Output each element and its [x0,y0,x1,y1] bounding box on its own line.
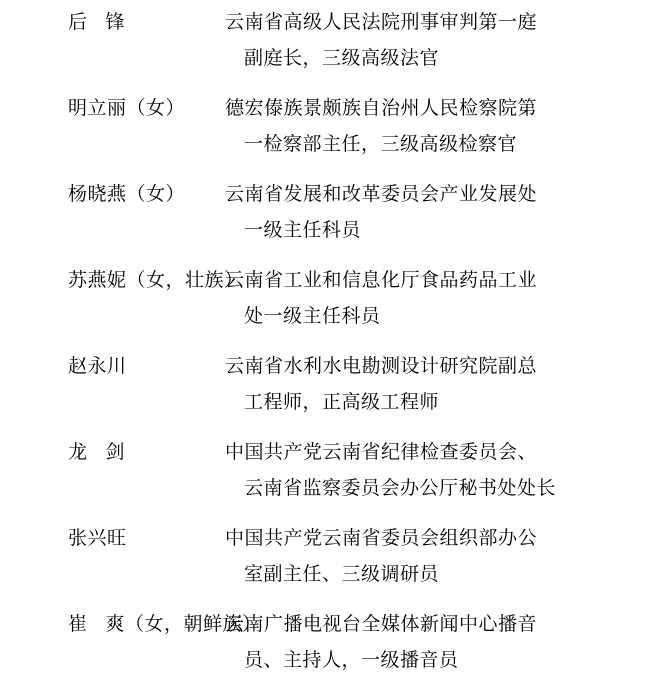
list-item [10,348,660,420]
person-name-suffix: 锋 [105,11,126,33]
list-item [10,606,660,678]
person-title-line: 工程师，正高级工程师 [244,391,440,413]
person-title [225,606,660,678]
person-title [225,4,660,76]
person-title-line: 副庭长，三级高级法官 [244,47,440,69]
person-title [225,262,660,334]
person-title-line: 室副主任、三级调研员 [244,563,440,585]
person-title-line: 云南省水利水电勘测设计研究院副总 [225,355,538,377]
person-name-prefix: 崔 [68,613,88,635]
person-name-prefix: 张兴旺 [68,527,127,549]
person-title-line: 处一级主任科员 [244,305,381,327]
person-name-prefix: 龙 [68,441,88,463]
person-title-line: 德宏傣族景颇族自治州人民检察院第 [225,97,538,119]
person-title-line: 云南省高级人民法院刑事审判第一庭 [225,11,538,33]
person-name [10,90,225,126]
person-name [10,176,225,212]
person-title-line: 中国共产党云南省委员会组织部办公 [225,527,538,549]
person-name-prefix: 苏燕妮（女，壮族） [68,269,244,291]
person-title [225,520,660,592]
list-item [10,520,660,592]
person-title [225,176,660,248]
person-title-line: 云南广播电视台全媒体新闻中心播音 [225,613,538,635]
person-name [10,4,225,40]
person-name-prefix: 明立丽（女） [68,97,186,119]
person-name-suffix: 爽（女，朝鲜族） [105,613,262,635]
person-title-line: 一检察部主任，三级高级检察官 [244,133,518,155]
person-name [10,262,244,298]
person-title-line: 云南省监察委员会办公厅秘书处处长 [244,477,557,499]
person-name-prefix: 杨晓燕（女） [68,183,186,205]
person-title [225,434,660,506]
list-item [10,262,660,334]
person-title [225,90,660,162]
person-title [225,348,660,420]
list-item [10,176,660,248]
person-name [10,434,225,470]
person-name-prefix: 赵永川 [68,355,127,377]
person-name-prefix: 后 [68,11,88,33]
person-name [10,606,262,642]
list-item [10,4,660,76]
person-name [10,348,225,384]
person-title-line: 云南省发展和改革委员会产业发展处 [225,183,538,205]
list-item [10,434,660,506]
person-name-suffix: 剑 [105,441,126,463]
person-title-line: 一级主任科员 [244,219,362,241]
person-title-line: 员、主持人，一级播音员 [244,649,459,671]
person-title-line: 中国共产党云南省纪律检查委员会、 [225,441,538,463]
person-title-line: 云南省工业和信息化厅食品药品工业 [225,269,538,291]
list-item [10,90,660,162]
person-name [10,520,225,556]
